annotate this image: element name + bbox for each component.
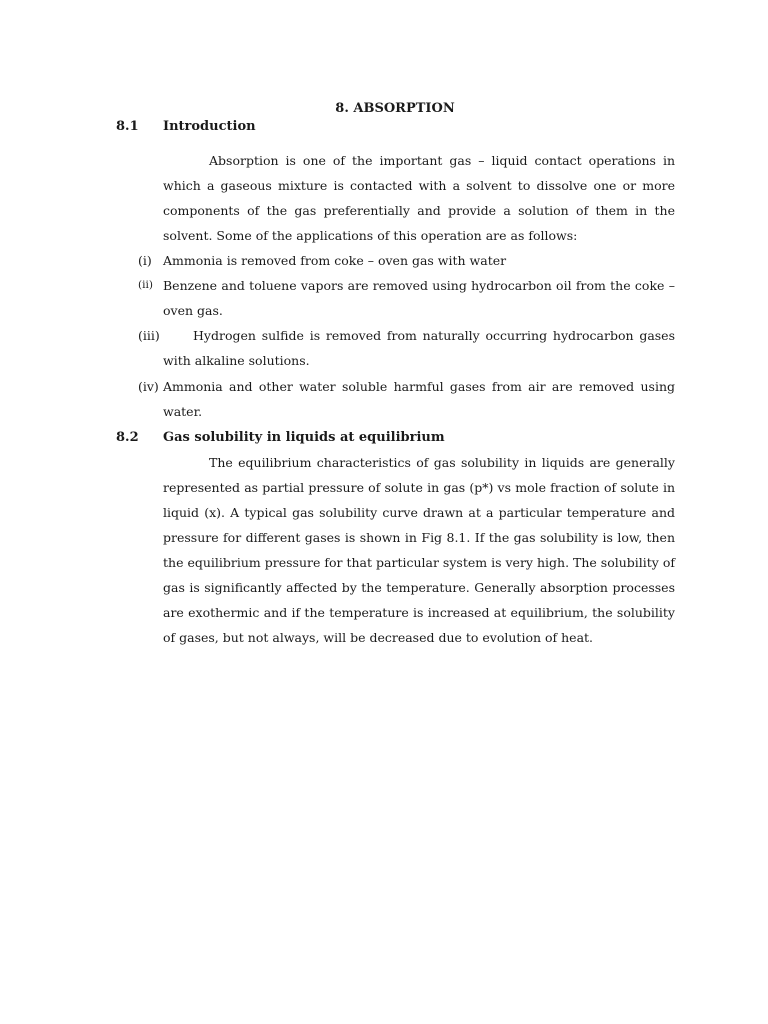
section-title-gas-solubility: Gas solubility in liquids at equilibrium [163, 430, 445, 445]
list-marker: (iii) [138, 328, 160, 343]
list-text: Ammonia and other water soluble harmful gases from air are removed using water. [163, 379, 675, 419]
list-marker: (ii) [138, 279, 153, 291]
section-title-introduction: Introduction [163, 119, 256, 134]
list-marker: (i) [138, 253, 152, 268]
section-number-8-2: 8.2 [116, 430, 139, 445]
list-text: Benzene and toluene vapors are removed using hydrocarbon oil from the coke – oven gas. [163, 278, 675, 318]
list-text: Ammonia is removed from coke – oven gas with water [163, 253, 507, 268]
chapter-title: 8. ABSORPTION [335, 101, 455, 116]
list-text: Hydrogen sulfide is removed from naturally occurring hydrocarbon gases with alkaline solutions. [163, 328, 675, 368]
intro-paragraph: Absorption is one of the important gas – liquid contact operations in which a gaseous mixture is contacted with a solvent to dissolve one or more components of the gas preferentially and provide a solution of them in the solvent. Some of the applications of this operation are as follows: [163, 153, 675, 243]
list-marker: (iv) [138, 379, 159, 394]
section-number-8-1: 8.1 [116, 119, 139, 134]
gas-solubility-paragraph: The equilibrium characteristics of gas solubility in liquids are generally represented as partial pressure of solute in gas (p*) vs mole fraction of solute in liquid (x). A typical gas solubility curve drawn at a particular temperature and pressure for different gases is shown in Fig 8.1. If the gas solubility is low, then the equilibrium pressure for that particular system is very high. The solubility of gas is significantly affected by the temperature. Generally absorption processes are exothermic and if the temperature is increased at equilibrium, the solubility of gases, but not always, will be decreased due to evolution of heat. [163, 455, 675, 645]
